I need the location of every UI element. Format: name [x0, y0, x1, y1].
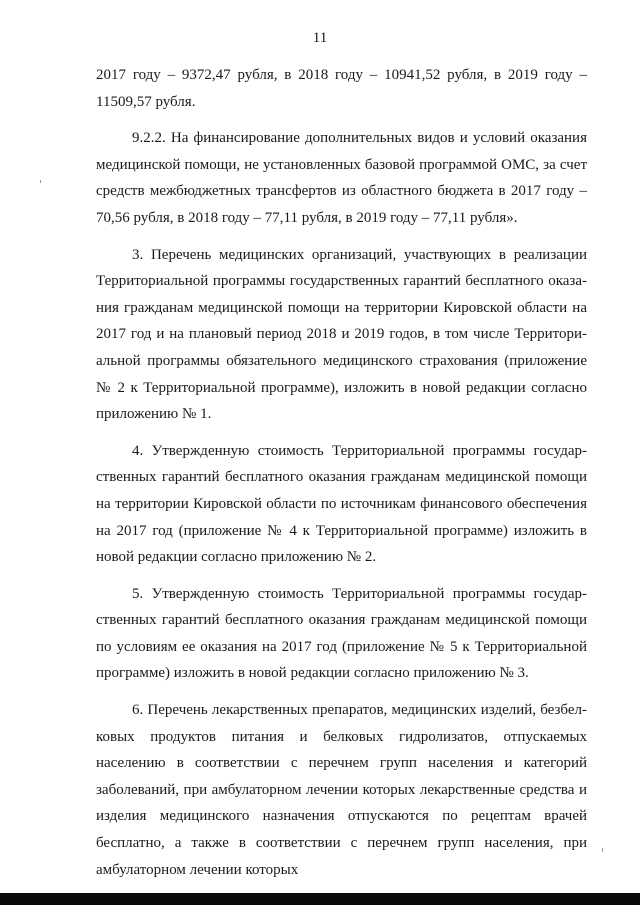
document-body: [96, 62, 587, 883]
scan-speck: [40, 180, 41, 183]
scan-bottom-border: [0, 893, 640, 905]
paragraph-6: 6. Перечень лекарственных препаратов, медицинских изделий, безбелковых продуктов питания и белковых гидролизатов, отпускаемых населению в соответствии с перечнем групп населения и категорий заболеваний, при амбулаторном лечении которых лекарственные средства и изделия медицинского назначения отпускаются по рецептам врачей бесплатно, а также в соответствии с перечнем групп населения, при амбулаторном лечении которых: [96, 702, 587, 878]
scan-speck: [602, 848, 603, 852]
paragraph-3: 3. Перечень медицинских организаций, участвующих в реализации Территориальной программы государственных гарантий бесплатного оказания гражданам медицинской помощи на территории Кировской области на 2017 год и на плановый период 2018 и 2019 годов, в том числе Территориальной программы обязательного медицинского страхования (приложение № 2 к Территориальной программе), изложить в новой редакции согласно приложению № 1.: [96, 246, 587, 423]
paragraph-continuation: 2017 году – 9372,47 рубля, в 2018 году – 10941,52 рубля, в 2019 году – 11509,57 рубля.: [96, 67, 587, 110]
page-number: 11: [312, 30, 328, 46]
paragraph-4: 4. Утвержденную стоимость Территориальной программы государственных гарантий бесплатного оказания гражданам медицинской помощи на территории Кировской области по источникам финансового обеспечения на 2017 год (приложение № 4 к Территориальной программе) изложить в новой редакции согласно приложению № 2.: [96, 442, 587, 566]
paragraph-5: 5. Утвержденную стоимость Территориальной программы государственных гарантий бесплатного оказания гражданам медицинской помощи по условиям ее оказания на 2017 год (приложение № 5 к Территориальной программе) изложить в новой редакции согласно приложению № 3.: [96, 585, 587, 682]
paragraph-9-2-2: 9.2.2. На финансирование дополнительных видов и условий оказания медицинской помощи, не установленных базовой программой ОМС, за счет средств межбюджетных трансфертов из областного бюджета в 2017 году – 70,56 рубля, в 2018 году – 77,11 рубля, в 2019 году – 77,11 рубля».: [96, 130, 587, 226]
